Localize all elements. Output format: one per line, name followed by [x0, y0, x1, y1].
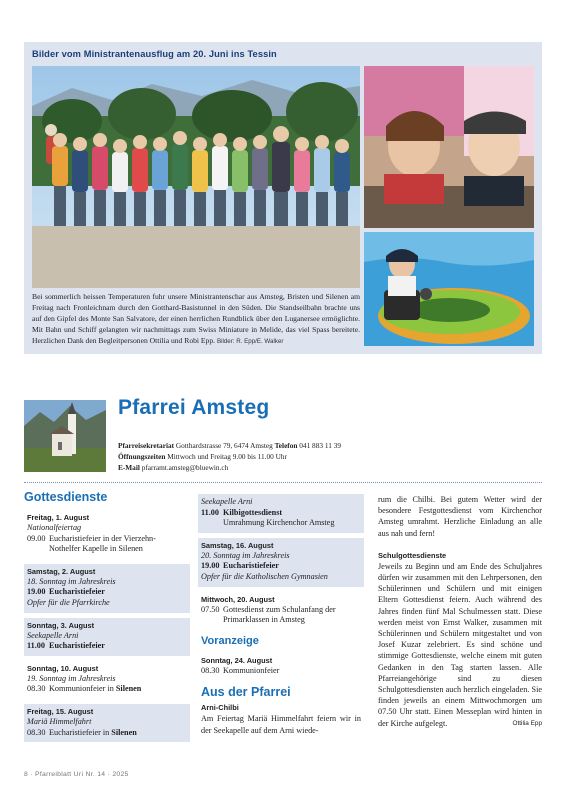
service-description-cont: Umrahmung Kirchenchor Amsteg — [223, 518, 335, 528]
service-entry — [27, 728, 187, 739]
gallery-title: Bilder vom Ministrantenausflug am 20. Juni ins Tessin — [32, 49, 277, 59]
services-column-2 — [198, 494, 364, 736]
service-description: Eucharistiefeier — [49, 587, 105, 597]
service-entry — [201, 508, 361, 519]
author-signature: Ottilia Epp — [512, 719, 542, 727]
gallery-caption-text: Bei sommerlich heissen Temperaturen fuhr unsere Ministrantenschar aus Amsteg, Bristen und Silenen am Freitag nach Fronleichnam durch den Gotthard-Basistunnel in den Süden. Die Standseilbahn brachte uns auf den Gipfel des Monte San Salvatore, der einen herrlichen Rundblick über den Luganersee ermöglichte. Mit Bahn und Schiff gelangten wir nachmittags zum Swiss Miniature in Melide, das viel Spass bereitete. Herzlichen Dank den Begleitpersonen Ottilia und Robi Epp. — [32, 292, 360, 345]
service-time: 11.00 — [27, 641, 45, 651]
service-description: Kommunionfeier in — [49, 684, 114, 694]
preview-heading: Voranzeige — [201, 634, 259, 647]
service-entry — [27, 641, 187, 652]
office-hours: Mittwoch und Freitag 9.00 bis 11.00 Uhr — [167, 452, 287, 461]
page-footer: 8 · Pfarreiblatt Uri Nr. 14 · 2025 — [24, 771, 129, 778]
parish-news-heading: Aus der Pfarrei — [201, 685, 291, 700]
services-column-1 — [24, 490, 190, 747]
service-description: Eucharistiefeier in — [49, 727, 110, 737]
service-time: 08.30 — [201, 665, 220, 675]
service-block — [24, 704, 190, 742]
school-services-text — [378, 561, 542, 729]
photo-bumper-boat — [364, 232, 534, 346]
service-occasion: Mariä Himmelfahrt — [27, 716, 92, 726]
phone-number: 041 883 11 39 — [299, 441, 341, 450]
service-block — [198, 494, 364, 533]
section-divider — [24, 482, 542, 483]
service-description: Eucharistiefeier — [49, 641, 105, 651]
service-occasion: 18. Sonntag im Jahreskreis — [27, 576, 116, 586]
school-services-body: Jeweils zu Beginn und am Ende des Schuljahres dürfen wir zusammen mit den Lehrpersonen, den Schülerinnen und Schülern und mit einigen Eltern Gottesdienst feiern. Auch während des Jahres finden fünf Mal Schulmessen statt. Diese werden meist von Ernst Walker, zusammen mit Schülerinnen und Schülern mitgestaltet und von Josef Kuzar zelebriert. Es sind schöne und stimmige Gottesdienste, welche einem mit guten Gedanken in den Tag starten lassen. Alle Pfarreiangehörige sind zu diesen Schulgottesdiensten auch herzlich eingeladen. Sie finden jeweils an einem Mittwochmorgen um 07.50 Uhr statt. Einen Messeplan wird hinten in der Kirche aufgelegt. — [378, 561, 542, 728]
service-block — [198, 653, 364, 681]
gallery-credit: Bilder: R. Epp/E. Walker — [216, 338, 284, 345]
parish-contact-info — [118, 440, 341, 473]
photo-children-portrait — [364, 66, 534, 228]
group-photo — [32, 66, 360, 288]
service-place: Silenen — [111, 727, 137, 737]
service-date: Mittwoch, 20. August — [201, 594, 275, 604]
service-entry — [201, 666, 361, 677]
phone-label: Telefon — [274, 441, 298, 450]
church-photo — [24, 400, 106, 472]
service-date: Samstag, 2. August — [27, 566, 96, 576]
service-date: Sonntag, 24. August — [201, 655, 273, 665]
service-occasion: 20. Sonntag im Jahreskreis — [201, 550, 290, 560]
gallery-caption — [32, 291, 360, 347]
service-time: 08.30 — [27, 727, 46, 737]
arni-chilbi-text: Am Feiertag Mariä Himmelfahrt feiern wir in der Seekapelle auf dem Arni wiede- — [201, 714, 361, 735]
service-date: Samstag, 16. August — [201, 540, 274, 550]
service-description-cont: Primarklassen in Amsteg — [223, 615, 305, 625]
service-block — [24, 661, 190, 699]
service-block — [198, 592, 364, 630]
service-offering: Opfer für die Katholischen Gymnasien — [201, 571, 328, 581]
service-occasion: Nationalfeiertag — [27, 523, 82, 532]
service-block — [198, 538, 364, 587]
service-description: Gottesdienst zum Schulanfang der — [223, 604, 336, 614]
service-time: 09.00 — [27, 533, 46, 543]
service-entry — [27, 684, 187, 695]
service-time: 19.00 — [27, 587, 46, 597]
gallery-box — [24, 42, 542, 354]
service-block — [24, 564, 190, 613]
service-offering: Opfer für die Pfarrkirche — [27, 597, 110, 607]
news-column-3 — [378, 494, 542, 729]
service-date: Sonntag, 10. August — [27, 663, 99, 673]
service-time: 07.50 — [201, 604, 220, 614]
service-entry — [201, 561, 361, 572]
service-location: Seekapelle Arni — [201, 497, 253, 506]
office-address: Gotthardstrasse 79, 6474 Amsteg — [175, 441, 273, 450]
service-description: Kommunionfeier — [223, 665, 280, 675]
arni-chilbi-heading: Arni-Chilbi — [201, 703, 239, 713]
service-time: 19.00 — [201, 561, 220, 571]
arni-chilbi-text-cont: rum die Chilbi. Bei gutem Wetter wird der besondere Festgottesdienst vom Kirchenchor Amsteg umrahmt. Herzliche Einladung an alle aus nah und fern! — [378, 495, 542, 538]
service-entry — [27, 534, 187, 545]
service-date: Freitag, 15. August — [27, 706, 94, 716]
email-address[interactable]: pfarramt.amsteg@bluewin.ch — [141, 463, 229, 472]
service-block — [24, 510, 190, 559]
service-description: Eucharistiefeier in der Vierzehn- — [49, 533, 156, 543]
services-heading: Gottesdienste — [24, 490, 108, 504]
service-description: Kilbigottesdienst — [223, 507, 283, 517]
service-place: Silenen — [115, 684, 142, 694]
service-location: Seekapelle Arni — [27, 630, 79, 640]
service-date: Sonntag, 3. August — [27, 620, 95, 630]
parish-title: Pfarrei Amsteg — [118, 396, 270, 419]
school-services-heading: Schulgottesdienste — [378, 550, 447, 560]
service-description: Eucharistiefeier — [223, 561, 279, 571]
service-entry — [27, 587, 187, 598]
hours-label: Öffnungszeiten — [118, 452, 166, 461]
office-label: Pfarreisekretariat — [118, 441, 175, 450]
service-block — [24, 618, 190, 656]
service-description-cont: Nothelfer Kapelle in Silenen — [49, 544, 143, 554]
service-time: 08.30 — [27, 684, 46, 694]
service-time: 11.00 — [201, 507, 219, 517]
service-occasion: 19. Sonntag im Jahreskreis — [27, 673, 116, 683]
service-entry — [201, 605, 361, 616]
email-label: E-Mail — [118, 463, 140, 472]
service-date: Freitag, 1. August — [27, 513, 90, 522]
